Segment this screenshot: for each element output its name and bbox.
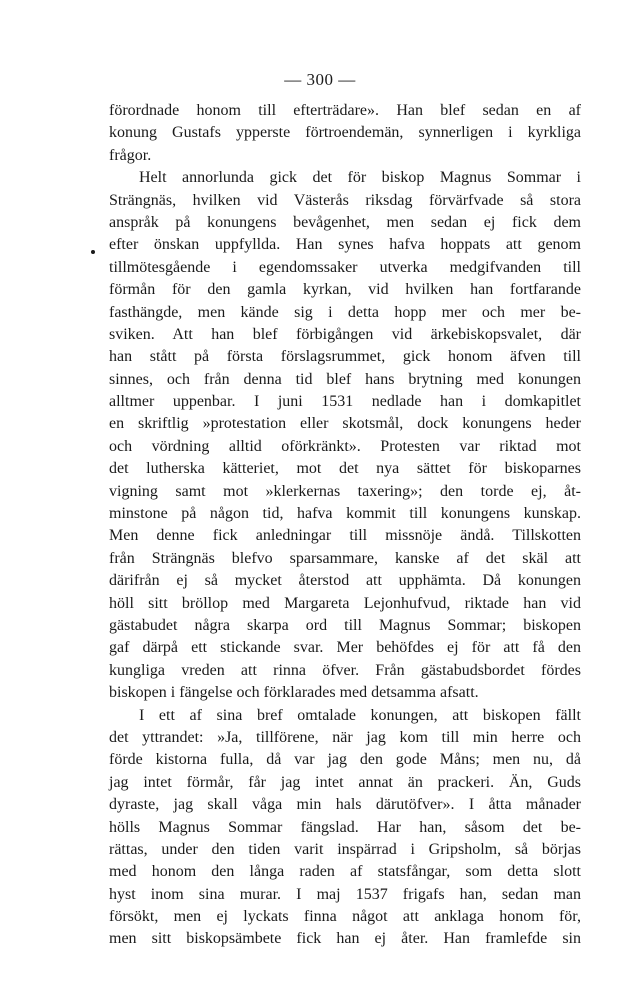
text-line: minstone på någon tid, hafva kommit till konungens kunskap. bbox=[109, 505, 581, 523]
text-line: och vördning alltid oförkränkt». Protesten var riktad mot bbox=[109, 437, 581, 455]
body-text bbox=[109, 100, 581, 951]
text-line: försökt, men ej lyckats finna något att anklaga honom för, bbox=[109, 908, 581, 926]
text-line: Men denne fick anledningar till missnöje ändå. Tillskotten bbox=[109, 527, 581, 545]
text-line: dyraste, jag skall våga min hals därutöfver». I åtta månader bbox=[109, 796, 581, 814]
text-line: I ett af sina bref omtalade konungen, att biskopen fällt bbox=[139, 706, 581, 724]
text-line: rättas, under den tiden varit inspärrad i Gripsholm, så börjas bbox=[109, 840, 581, 858]
text-line: förordnade honom till efterträdare». Han blef sedan en af bbox=[109, 102, 581, 119]
text-line: gaf därpå ett stickande svar. Mer behöfdes ej för att få den bbox=[109, 639, 581, 657]
text-line: sinnes, och från denna tid blef hans brytning med konungen bbox=[109, 370, 581, 388]
text-line: gästabudet några skarpa ord till Magnus Sommar; biskopen bbox=[109, 616, 581, 634]
text-line: därifrån ej så mycket återstod att upphämta. Då konungen bbox=[109, 572, 581, 590]
text-line: anspråk på konungens bevågenhet, men sedan ej fick dem bbox=[109, 213, 581, 231]
text-line: vigning samt mot »klerkernas taxering»; den torde ej, åt- bbox=[109, 482, 581, 500]
text-line: höll sitt bröllop med Margareta Lejonhufvud, riktade han vid bbox=[109, 594, 581, 612]
text-line: det yttrandet: »Ja, tillförene, när jag kom till min herre och bbox=[109, 728, 581, 746]
page-number: — 300 — bbox=[284, 70, 356, 89]
text-line: jag intet förmår, får jag intet annat än prackeri. Än, Guds bbox=[109, 773, 581, 791]
text-line: men sitt biskopsämbete fick han ej åter. Han framlefde sin bbox=[109, 930, 581, 948]
text-line: med honom den långa raden af statsfångar, som detta slott bbox=[109, 863, 581, 881]
text-line: hölls Magnus Sommar fängslad. Har han, såsom det be- bbox=[109, 818, 581, 836]
text-line: Helt annorlunda gick det för biskop Magnus Sommar i bbox=[139, 169, 581, 187]
text-line: biskopen i fängelse och förklarades med detsamma afsatt. bbox=[109, 684, 479, 702]
text-line: det lutherska kätteriet, mot det nya sättet för biskoparnes bbox=[109, 460, 581, 478]
ink-dot-mark bbox=[91, 250, 95, 254]
text-line: han stått på första förslagsrummet, gick honom äfven till bbox=[109, 348, 581, 366]
text-line: förde kistorna fulla, då var jag den gode Måns; men nu, då bbox=[109, 751, 581, 769]
text-line: förmån för den gamla kyrkan, vid hvilken han fortfarande bbox=[109, 281, 581, 299]
text-line: en skriftlig »protestation eller skotsmål, dock konungens heder bbox=[109, 415, 581, 433]
text-line: hyst inom sina murar. I maj 1537 frigafs han, sedan man bbox=[109, 885, 581, 903]
text-line: från Strängnäs blefvo sparsammare, kanske af det skäl att bbox=[109, 549, 581, 567]
text-line: kungliga vreden att rinna öfver. Från gästabudsbordet fördes bbox=[109, 661, 581, 679]
text-line: fasthängde, men kände sig i detta hopp mer och mer be- bbox=[109, 303, 581, 321]
text-line: frågor. bbox=[109, 146, 152, 164]
text-line: alltmer uppenbar. I juni 1531 nedlade han i domkapitlet bbox=[109, 393, 581, 411]
text-line: tillmötesgående i egendomssaker utverka medgifvanden till bbox=[109, 258, 581, 276]
text-line: sviken. Att han blef förbigången vid ärkebiskopsvalet, där bbox=[109, 325, 581, 343]
text-line: konung Gustafs ypperste förtroendemän, synnerligen i kyrkliga bbox=[109, 124, 581, 142]
text-line: efter önskan uppfyllda. Han synes hafva hoppats att genom bbox=[109, 236, 581, 254]
text-line: Strängnäs, hvilken vid Västerås riksdag förvärfvade så stora bbox=[109, 191, 581, 209]
